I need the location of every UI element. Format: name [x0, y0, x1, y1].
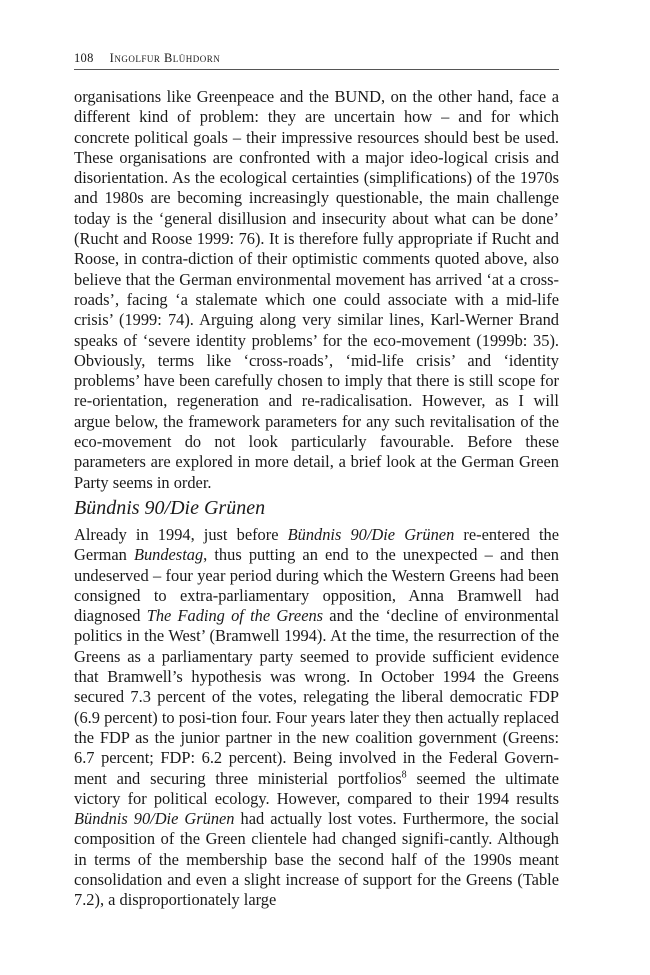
page-number: 108: [74, 51, 94, 65]
p2-text-3: , thus putting an end to the unexpected – and then undeserved – four year period during which the Western Greens had been consigned to extra-parliamentary opposition, Anna Bramwell had diagnosed: [74, 545, 559, 626]
p2-text-1: Already in 1994, just before: [74, 525, 288, 544]
section-heading: Bündnis 90/Die Grünen: [74, 497, 266, 519]
paragraph-2: [74, 525, 559, 911]
paragraph-1: [74, 87, 559, 493]
p2-italic-book-title: The Fading of the Greens: [146, 606, 324, 626]
p2-italic-party-name: Bündnis 90/Die Grünen: [287, 525, 455, 544]
p2-text-4: and the ‘decline of environmental politics in the West’ (Bramwell 1994). At the time, the resurrection of the Greens as a parliamentary party seemed to provide sufficient evidence that Bramwell’s hypothesis was wrong. In October 1994 the Greens secured 7.3 percent of the votes, relegating the liberal democratic FDP (6.9 percent) to posi-tion four. Four years later they then actually replaced the FDP as the junior partner in the new coalition government (Greens: 6.7 percent; FDP: 6.2 percent). Being involved in the Federal Govern-ment and securing three ministerial portfolios: [74, 606, 560, 788]
running-head: [74, 51, 559, 66]
p2-text-5: seemed the ultimate victory for political ecology. However, compared to their 1994 results: [74, 768, 559, 808]
p2-text-6: had actually lost votes. Furthermore, the social composition of the Green clientele had changed signifi-cantly. Although in terms of the membership base the second half of the 1990s meant consolidation and even a slight increase of support for the Greens (Table 7.2), a disproportionately large: [74, 809, 559, 910]
p2-text-2: re-entered the German: [74, 525, 560, 565]
footnote-marker[interactable]: 8: [401, 769, 407, 781]
header-rule: [74, 69, 559, 70]
running-head-author: Ingolfur Blühdorn: [109, 51, 221, 65]
paragraph-1-text: organisations like Greenpeace and the BUND, on the other hand, face a different kind of problem: they are uncertain how – and for which concrete political goals – their impressive resources should best be used. These organisations are confronted with a major ideo-logical crisis and disorientation. As the ecological certainties (simplifications) of the 1970s and 1980s are becoming increasingly questionable, the main challenge today is the ‘general disillusion and insecurity about what can be done’ (Rucht and Roose 1999: 76). It is therefore fully appropriate if Rucht and Roose, in contra-diction of their optimistic comments quoted above, also believe that the German environmental movement has arrived ‘at a cross-roads’, facing ‘a stalemate which one could associate with a mid-life crisis’ (1999: 74). Arguing along very similar lines, Karl-Werner Brand speaks of ‘severe identity problems’ for the eco-movement (1999b: 35). Obviously, terms like ‘cross-roads’, ‘mid-life crisis’ and ‘identity problems’ have been carefully chosen to imply that there is still scope for re-orientation, regeneration and re-radicalisation. However, as I will argue below, the framework parameters for any such revitalisation of the eco-movement do not look particularly favourable. Before these parameters are explored in more detail, a brief look at the German Green Party seems in order.: [74, 87, 559, 492]
paragraph-2-text: [74, 525, 559, 911]
p2-italic-bundestag: Bundestag: [133, 545, 204, 565]
p2-italic-party-name-2: Bündnis 90/Die Grünen: [74, 809, 235, 829]
